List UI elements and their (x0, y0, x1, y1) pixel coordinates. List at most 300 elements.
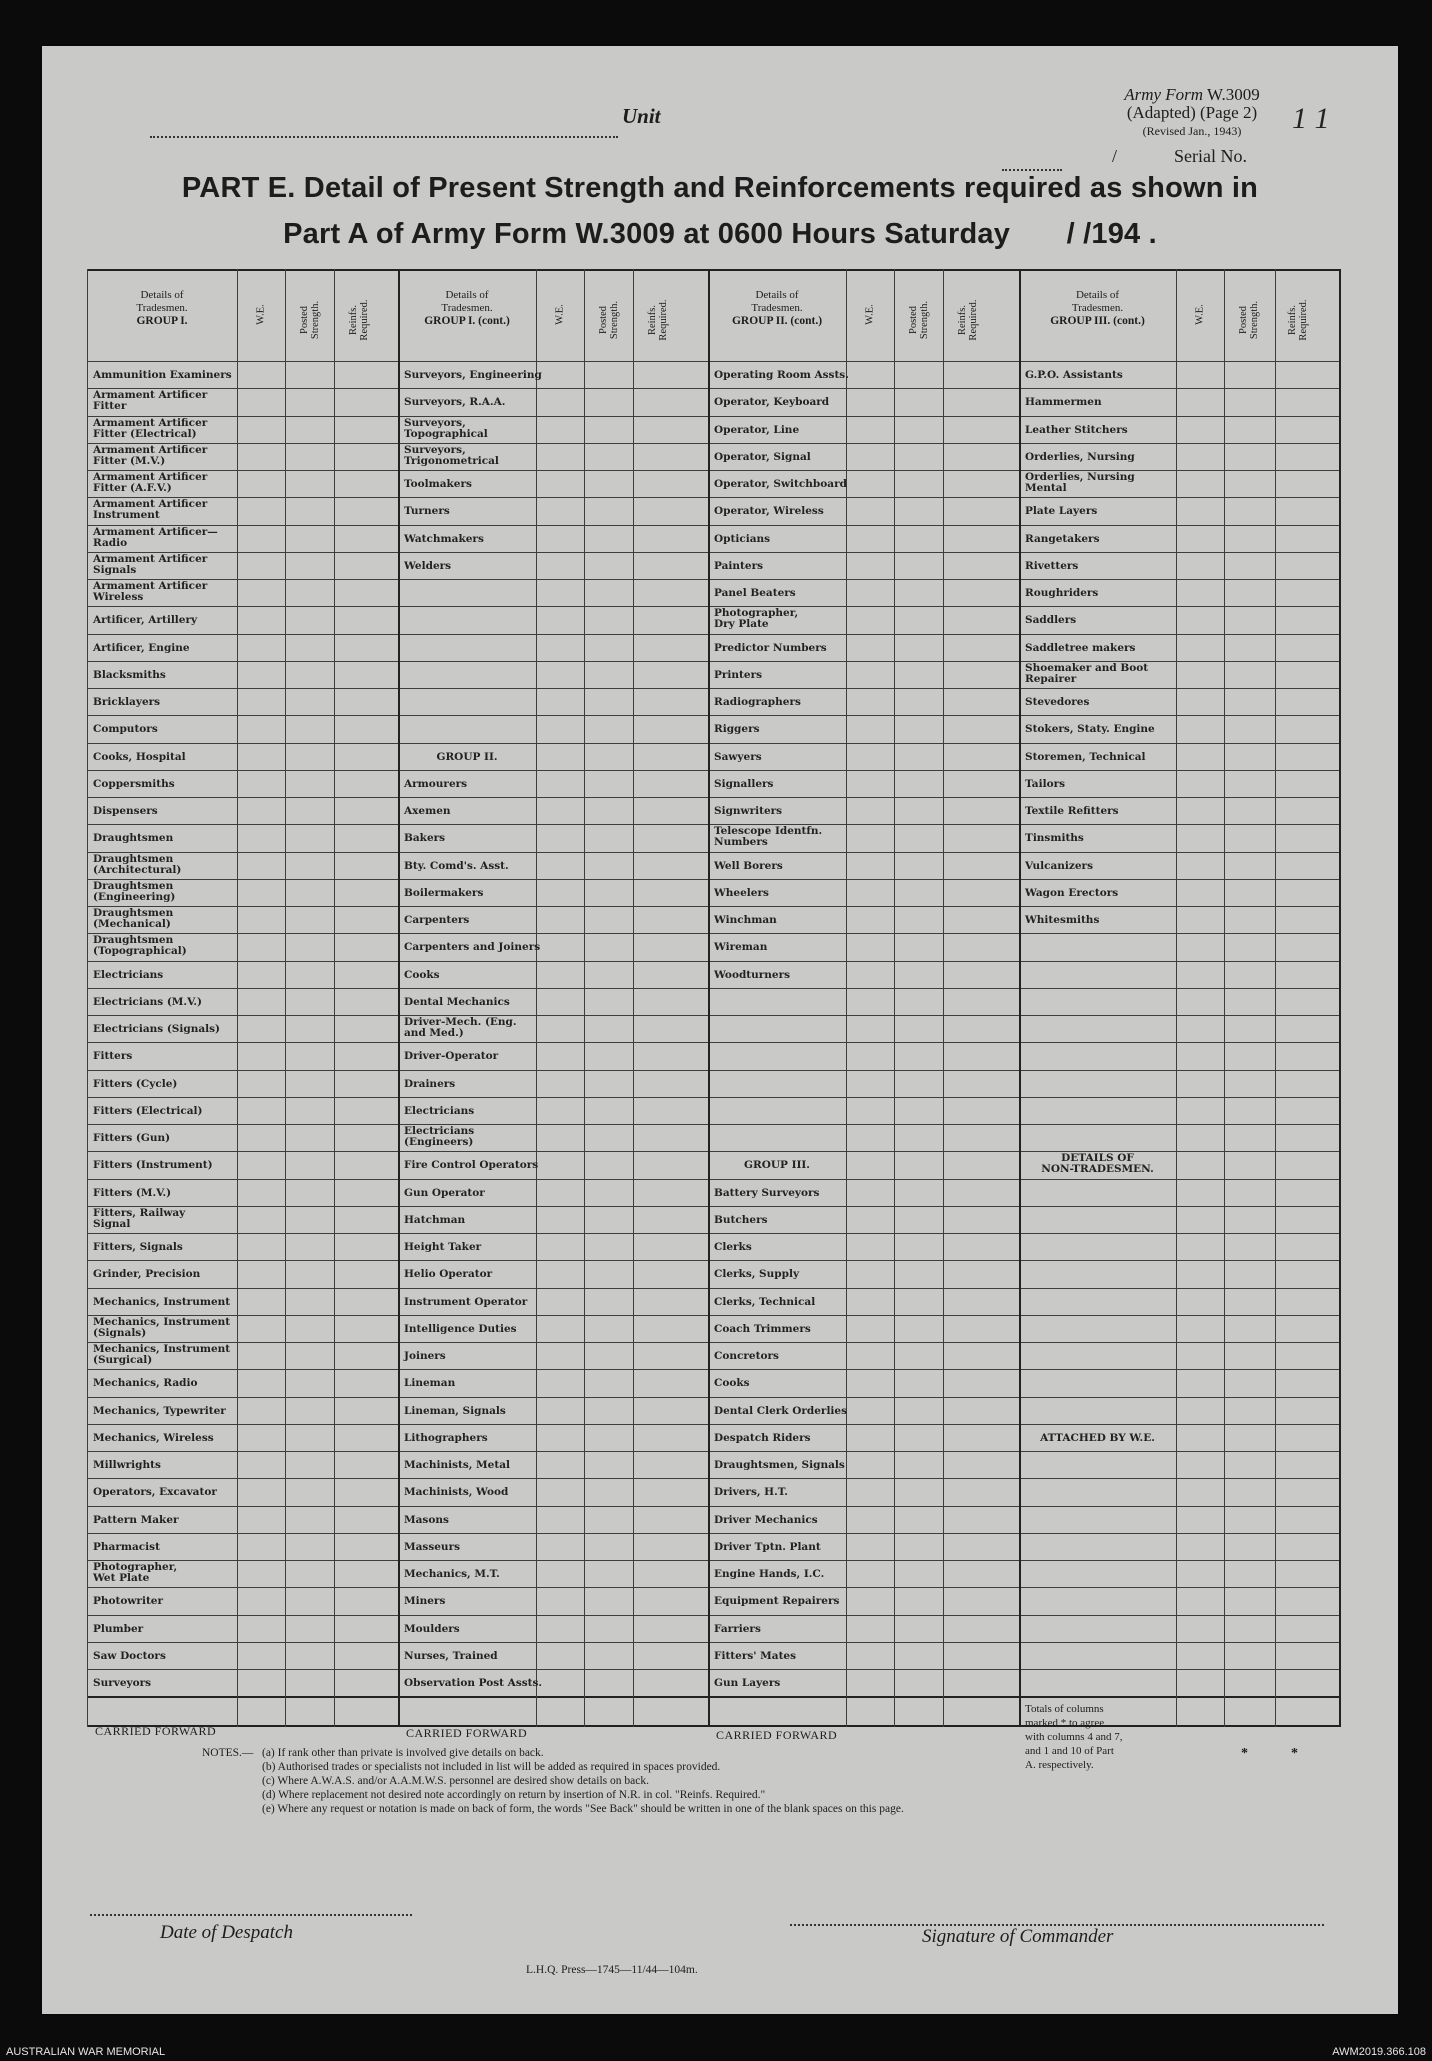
trade-label (404, 888, 483, 899)
trade-label-line: Tailors (1025, 777, 1066, 790)
trade-label (1025, 534, 1099, 545)
header-details-text: Details of (445, 289, 489, 301)
trade-label-line: Battery Surveyors (714, 1186, 820, 1199)
trade-label-line: GROUP II. (436, 750, 498, 763)
trade-label (404, 418, 488, 440)
trade-label (714, 1433, 811, 1444)
trade-label-line: Farriers (714, 1622, 761, 1635)
trade-label-line: Radiographers (714, 696, 801, 708)
trade-label (1025, 561, 1078, 572)
trade-label (1025, 663, 1148, 685)
notes-label: NOTES.— (202, 1747, 254, 1759)
trade-label-line: Lithographers (404, 1431, 488, 1444)
trade-label (1025, 397, 1102, 408)
trade-label-line: Trigonometrical (404, 454, 499, 467)
totals-note-line: A. respectively. (1025, 1759, 1094, 1772)
trade-label-line: Rivetters (1025, 559, 1079, 572)
trade-label (93, 1596, 163, 1607)
grid-rule (285, 269, 286, 1727)
trade-label-line: Radio (93, 536, 128, 549)
title-line-2 (42, 218, 1398, 251)
trade-label-line: Armament Artificer (93, 471, 208, 483)
trade-label-line: (Mechanical) (93, 918, 171, 930)
form-paper (42, 46, 1398, 2014)
trade-label (93, 1297, 230, 1308)
totals-note-line: and 1 and 10 of Part (1025, 1745, 1114, 1758)
header-reinfs-required-text: Reinfs. (957, 304, 968, 336)
grid-rule (1275, 269, 1276, 1727)
trade-label (93, 1460, 161, 1471)
trade-label (404, 1569, 500, 1580)
trade-label (93, 472, 207, 494)
trade-label-line: Drivers, H.T. (714, 1486, 788, 1499)
trade-label (714, 670, 762, 681)
trade-label (714, 452, 811, 463)
header-details-text: Details of (1075, 289, 1120, 301)
trade-label-line: Numbers (714, 836, 768, 849)
trade-label-line: Fitters, Railway (93, 1206, 186, 1219)
trade-label (404, 561, 451, 572)
trade-label (404, 1406, 506, 1417)
trade-label (93, 1515, 179, 1526)
trade-label-line: (Engineers) (404, 1136, 474, 1148)
trade-label-line: Draughtsmen (93, 907, 174, 919)
trade-label-line: Plate Layers (1025, 505, 1098, 518)
trade-label-line: Fitters (Electrical) (93, 1104, 203, 1117)
header-details-text: Tradesmen. (751, 302, 803, 314)
trade-label (1025, 506, 1097, 517)
trade-label (714, 643, 827, 654)
trade-label-line: and Med.) (404, 1027, 464, 1039)
grid-rule (87, 1642, 1341, 1643)
trade-label-line: Watchmakers (404, 532, 484, 545)
trade-label-line: Driver-Operator (404, 1050, 499, 1063)
trade-label (714, 534, 770, 545)
trade-label-line: Mental (1025, 482, 1067, 494)
trade-label-line: Armourers (404, 777, 468, 790)
grid-rule (87, 1615, 1341, 1616)
note-b: (b) Authorised trades or specialists not included in list will be added as required in spaces provided. (262, 1761, 721, 1773)
grid-rule (87, 470, 1341, 471)
trade-label-line: Carpenters (404, 914, 470, 926)
trade-label-line: Armament Artificer (93, 443, 208, 456)
trade-label (404, 1297, 527, 1308)
trade-label-line: Drainers (404, 1077, 456, 1090)
trade-label (714, 806, 782, 817)
totals-note-line: marked * to agree (1025, 1717, 1105, 1730)
trade-label-line: Electricians (404, 1125, 475, 1137)
trade-label (714, 1542, 821, 1553)
trade-label (93, 1406, 226, 1417)
grid-rule (87, 1233, 1341, 1234)
grid-rule (334, 269, 335, 1727)
trade-label (1025, 643, 1135, 654)
grid-rule (87, 1206, 1341, 1207)
header-reinfs-required-text: Reinfs. (348, 304, 359, 336)
header-we: W.E. (554, 304, 566, 325)
trade-label-line: Axemen (404, 805, 451, 817)
trade-label (404, 1596, 445, 1607)
date-despatch-line (90, 1904, 412, 1916)
header-posted-strength-text: Posted (907, 306, 919, 335)
trade-label-line: G.P.O. Assistants (1025, 369, 1123, 381)
notes-section (202, 1746, 904, 1816)
trade-label-line: Topographical (404, 427, 488, 440)
trade-label (1025, 425, 1128, 436)
trade-label (404, 1351, 446, 1362)
trade-label (404, 1269, 492, 1280)
trade-label-line: Photographer, (93, 1561, 178, 1573)
group-heading (1019, 1153, 1176, 1175)
trade-label-line: Operator, Keyboard (714, 396, 830, 409)
trade-label (93, 1024, 220, 1035)
trade-label (404, 370, 542, 381)
trade-label (1025, 588, 1098, 599)
trade-label-line: DETAILS OF (1061, 1152, 1134, 1165)
trade-label-line: Height Taker (404, 1241, 482, 1253)
trade-label-line: Instrument Operator (404, 1295, 528, 1308)
trade-label-line: Draughtsmen (93, 832, 174, 845)
trade-label-line: Leather Stitchers (1025, 423, 1128, 436)
trade-label-line: Electricians (M.V.) (93, 995, 203, 1008)
grid-rule (87, 269, 88, 1727)
trade-label (714, 1351, 779, 1362)
totals-note-line: with columns 4 and 7, (1025, 1731, 1123, 1744)
trade-label-line: (Engineering) (93, 890, 176, 903)
trade-label-line: Fitters (M.V.) (93, 1186, 172, 1199)
trade-label-line: Bakers (404, 832, 446, 845)
trade-label (93, 1269, 200, 1280)
trade-label (404, 779, 467, 790)
header-posted-strength-text: Strength. (309, 300, 321, 340)
trade-label (1025, 472, 1135, 494)
trade-label (404, 1126, 474, 1148)
trade-label-line: Clerks, Technical (714, 1295, 816, 1308)
trade-label-line: Joiners (404, 1350, 446, 1362)
grid-rule (87, 1260, 1341, 1261)
trade-label (1025, 370, 1123, 381)
trade-label-line: Concretors (714, 1350, 779, 1362)
trade-label (404, 1017, 517, 1039)
trade-label (93, 499, 207, 521)
trade-label-line: Wireman (714, 941, 768, 954)
trade-label-line: Draughtsmen, Signals (714, 1459, 845, 1471)
trade-label-line: Electricians (404, 1104, 475, 1117)
trade-label (714, 779, 773, 790)
trade-label-line: Bty. Comd's. Asst. (404, 859, 509, 872)
grid-rule (87, 497, 1341, 498)
trade-label (93, 806, 158, 817)
grid-rule (633, 269, 634, 1727)
header-posted-strength-text: Posted (1237, 306, 1249, 335)
trade-label-line: Operators, Excavator (93, 1486, 217, 1499)
trade-label-line: Engine Hands, I.C. (714, 1568, 825, 1580)
trade-label (93, 581, 207, 603)
grid-rule (87, 1342, 1341, 1343)
trade-label-line: Turners (404, 505, 450, 518)
trade-label (714, 1515, 818, 1526)
grid-rule (87, 634, 1341, 635)
trade-label-line: Ammunition Examiners (93, 369, 232, 381)
trade-label (93, 970, 163, 981)
trade-label-line: Driver Tptn. Plant (714, 1540, 821, 1553)
header-group-name: GROUP I. (136, 315, 188, 327)
grid-rule (1019, 269, 1021, 1727)
trade-label (714, 479, 847, 490)
trade-label-line: Wheelers (714, 886, 769, 899)
trade-label-line: Saddlers (1025, 614, 1077, 627)
trade-label (714, 425, 799, 436)
grid-rule (87, 1560, 1341, 1561)
trade-label-line: Armament Artificer (93, 552, 208, 565)
trade-label-line: Butchers (714, 1213, 768, 1226)
archive-credit: AUSTRALIAN WAR MEMORIAL (6, 2046, 166, 2058)
trade-label-line: Well Borers (714, 859, 783, 872)
grid-rule (1339, 269, 1341, 1727)
trade-label (1025, 915, 1099, 926)
trade-label-line: Fitter (M.V.) (93, 454, 166, 467)
date-of-despatch-label: Date of Despatch (160, 1922, 293, 1943)
trade-label (404, 1324, 517, 1335)
note-e: (e) Where any request or notation is made on back of form, the words "See Back" should be written in one of the blank spaces on this page. (262, 1803, 904, 1815)
trade-label (714, 752, 762, 763)
trade-label (93, 554, 207, 576)
trade-label (404, 1515, 449, 1526)
trade-label (404, 1433, 488, 1444)
trade-label (404, 997, 510, 1008)
trade-label-line: Shoemaker and Boot (1025, 661, 1149, 674)
grid-rule (87, 1124, 1341, 1125)
trade-label (93, 724, 158, 735)
grid-rule (237, 269, 238, 1727)
header-reinfs-required-text: Required. (658, 299, 669, 341)
trade-label-line: Surveyors (93, 1677, 152, 1689)
trade-label-line: Draughtsmen (93, 852, 174, 865)
trade-label (404, 1106, 474, 1117)
grid-rule (87, 1097, 1341, 1098)
trade-label-line: Artificer, Artillery (93, 614, 198, 627)
grid-rule (87, 1451, 1341, 1452)
carried-forward-label: CARRIED FORWARD (716, 1728, 838, 1743)
grid-rule (584, 269, 585, 1727)
trade-label-line: Stevedores (1025, 696, 1090, 708)
grid-rule (87, 1725, 1341, 1727)
total-star-marker: * (1241, 1746, 1248, 1762)
trade-label (93, 1051, 132, 1062)
trade-label (714, 1678, 780, 1689)
trade-label (714, 942, 767, 953)
trade-label-line: Lineman, Signals (404, 1404, 506, 1417)
trade-label (1025, 452, 1135, 463)
trade-label (93, 643, 190, 654)
trade-label-line: Telescope Identfn. (714, 825, 823, 838)
trade-label-line: Blacksmiths (93, 668, 166, 681)
trade-label (93, 1079, 177, 1090)
trade-label (404, 1215, 465, 1226)
trade-label-line: Armament Artificer (93, 416, 208, 429)
trade-label-line: Signallers (714, 777, 774, 790)
trade-label (714, 397, 829, 408)
trade-label-line: Winchman (714, 914, 777, 926)
trade-label-line: Miners (404, 1595, 446, 1608)
trade-label (714, 1324, 811, 1335)
trade-label (93, 1678, 151, 1689)
trade-label-line: Helio Operator (404, 1268, 493, 1281)
trade-label (714, 1406, 847, 1417)
grid-rule (87, 525, 1341, 526)
trade-label (404, 1624, 460, 1635)
trade-label-line: Carpenters and Joiners (404, 941, 541, 954)
trade-label-line: (Architectural) (93, 863, 182, 876)
grid-rule (87, 1533, 1341, 1534)
trade-label-line: Dental Mechanics (404, 995, 510, 1008)
trade-label (404, 479, 472, 490)
trade-label-line: Roughriders (1025, 587, 1099, 599)
trade-label-line: Mechanics, Instrument (93, 1315, 231, 1328)
trade-label-line: Panel Beaters (714, 587, 796, 599)
trade-label-line: Wagon Erectors (1025, 886, 1119, 899)
header-details-text: Tradesmen. (1071, 302, 1124, 314)
grid-rule (1176, 269, 1177, 1727)
trade-label-line: Equipment Repairers (714, 1595, 840, 1608)
trade-label (93, 615, 197, 626)
trade-label (93, 908, 173, 930)
trade-label-line: Artificer, Engine (93, 641, 190, 654)
trade-label (93, 1542, 160, 1553)
grid-rule (87, 1288, 1341, 1289)
grid-rule (894, 269, 895, 1727)
trade-label-line: Rangetakers (1025, 532, 1100, 545)
header-reinfs-required-text: Reinfs. (647, 304, 658, 336)
serial-label: Serial No. (1174, 146, 1247, 166)
header-posted-strength (1238, 277, 1260, 363)
header-posted-strength-text: Posted (298, 306, 310, 335)
trade-label (404, 445, 499, 467)
header-details-text: Details of (755, 289, 799, 301)
trade-label (404, 1160, 538, 1171)
trade-label (714, 826, 822, 848)
trade-label (93, 1433, 214, 1444)
trade-label-line: Armament Artificer (93, 498, 208, 511)
trade-label-line: Signals (93, 563, 137, 576)
header-posted-strength (299, 277, 321, 363)
trade-label (93, 935, 187, 957)
trade-label-line: Dry Plate (714, 618, 769, 631)
note-d: (d) Where replacement not desired note accordingly on return by insertion of N.R. in col. "Reinfs. Required." (262, 1789, 766, 1801)
handwritten-mark: 1 1 (1292, 102, 1330, 135)
trade-label (404, 1678, 542, 1689)
trade-label (404, 833, 445, 844)
trade-label-line: Masseurs (404, 1540, 461, 1553)
trade-label-line: Tinsmiths (1025, 832, 1084, 845)
trade-label (93, 1378, 197, 1389)
archive-accession: AWM2019.366.108 (1332, 2046, 1426, 2058)
trade-label-line: Hammermen (1025, 396, 1102, 409)
trade-label-line: Hatchman (404, 1213, 466, 1226)
trade-label-line: Wireless (93, 591, 144, 603)
army-form-reference (1072, 86, 1312, 140)
trade-label-line: NON-TRADESMEN. (1041, 1163, 1154, 1176)
trade-label (93, 418, 207, 440)
trade-label-line: Operator, Line (714, 423, 800, 436)
trade-label-line: Draughtsmen (93, 934, 174, 947)
totals-note-line: Totals of columns (1025, 1703, 1104, 1716)
trade-label-line: Clerks (714, 1241, 752, 1253)
trade-label (93, 1317, 230, 1339)
grid-rule (87, 552, 1341, 553)
trade-label-line: Mechanics, Instrument (93, 1343, 231, 1355)
trade-label-line: Despatch Riders (714, 1431, 811, 1444)
grid-rule (87, 388, 1341, 389)
grid-rule (87, 1506, 1341, 1507)
trade-label (404, 1051, 498, 1062)
header-posted-strength (908, 277, 930, 363)
trade-label-line: Surveyors, Engineering (404, 369, 542, 381)
trade-label (714, 506, 824, 517)
trade-label (714, 588, 796, 599)
serial-slash: / (1112, 146, 1118, 166)
trade-label-line: Wet Plate (93, 1572, 150, 1584)
grid-rule (1224, 269, 1225, 1727)
grid-rule (87, 1669, 1341, 1670)
trade-label-line: Millwrights (93, 1459, 161, 1471)
grid-rule (87, 416, 1341, 417)
trade-label-line: Pharmacist (93, 1540, 160, 1553)
trade-label-line: Saddletree makers (1025, 641, 1136, 654)
trade-label-line: Dispensers (93, 805, 158, 817)
trade-label-line: Armament Artificer (93, 389, 208, 402)
trade-label (93, 670, 166, 681)
header-reinfs-required (647, 277, 669, 363)
header-we: W.E. (864, 304, 876, 325)
header-we: W.E. (1194, 304, 1206, 325)
grid-rule (87, 688, 1341, 689)
grid-rule (87, 1397, 1341, 1398)
trade-label-line: ATTACHED BY W.E. (1040, 1431, 1155, 1444)
trade-label (1025, 615, 1076, 626)
trade-label-line: Mechanics, Instrument (93, 1295, 231, 1308)
trade-label-line: Gun Operator (404, 1186, 485, 1199)
trade-label-line: Repairer (1025, 672, 1077, 685)
trade-label (1025, 888, 1118, 899)
trade-label (404, 1460, 510, 1471)
trade-label-line: Painters (714, 559, 764, 572)
trade-label (93, 1242, 183, 1253)
trade-label-line: Cooks (404, 968, 440, 981)
trade-label-line: Storemen, Technical (1025, 750, 1146, 763)
grid-rule (87, 579, 1341, 580)
trade-label (93, 1562, 177, 1584)
trade-label (1025, 752, 1146, 763)
trade-label-line: Fitters (Gun) (93, 1132, 171, 1144)
unit-blank-line (150, 114, 618, 138)
trade-label-line: Computors (93, 723, 158, 736)
trade-label (93, 370, 232, 381)
trade-label (93, 1106, 202, 1117)
trade-label (714, 1596, 839, 1607)
grid-rule (87, 988, 1341, 989)
trade-label-line: Machinists, Wood (404, 1486, 509, 1499)
form-adapted: (Adapted) (Page 2) (1126, 103, 1258, 122)
trade-label-line: Clerks, Supply (714, 1268, 800, 1281)
trade-label-line: Driver Mechanics (714, 1513, 818, 1526)
trade-label-line: Boilermakers (404, 886, 484, 899)
trade-label-line: Signwriters (714, 805, 783, 817)
grid-rule (87, 269, 1341, 271)
trade-label (93, 1344, 230, 1366)
trade-label (93, 833, 173, 844)
group-heading (398, 752, 536, 763)
